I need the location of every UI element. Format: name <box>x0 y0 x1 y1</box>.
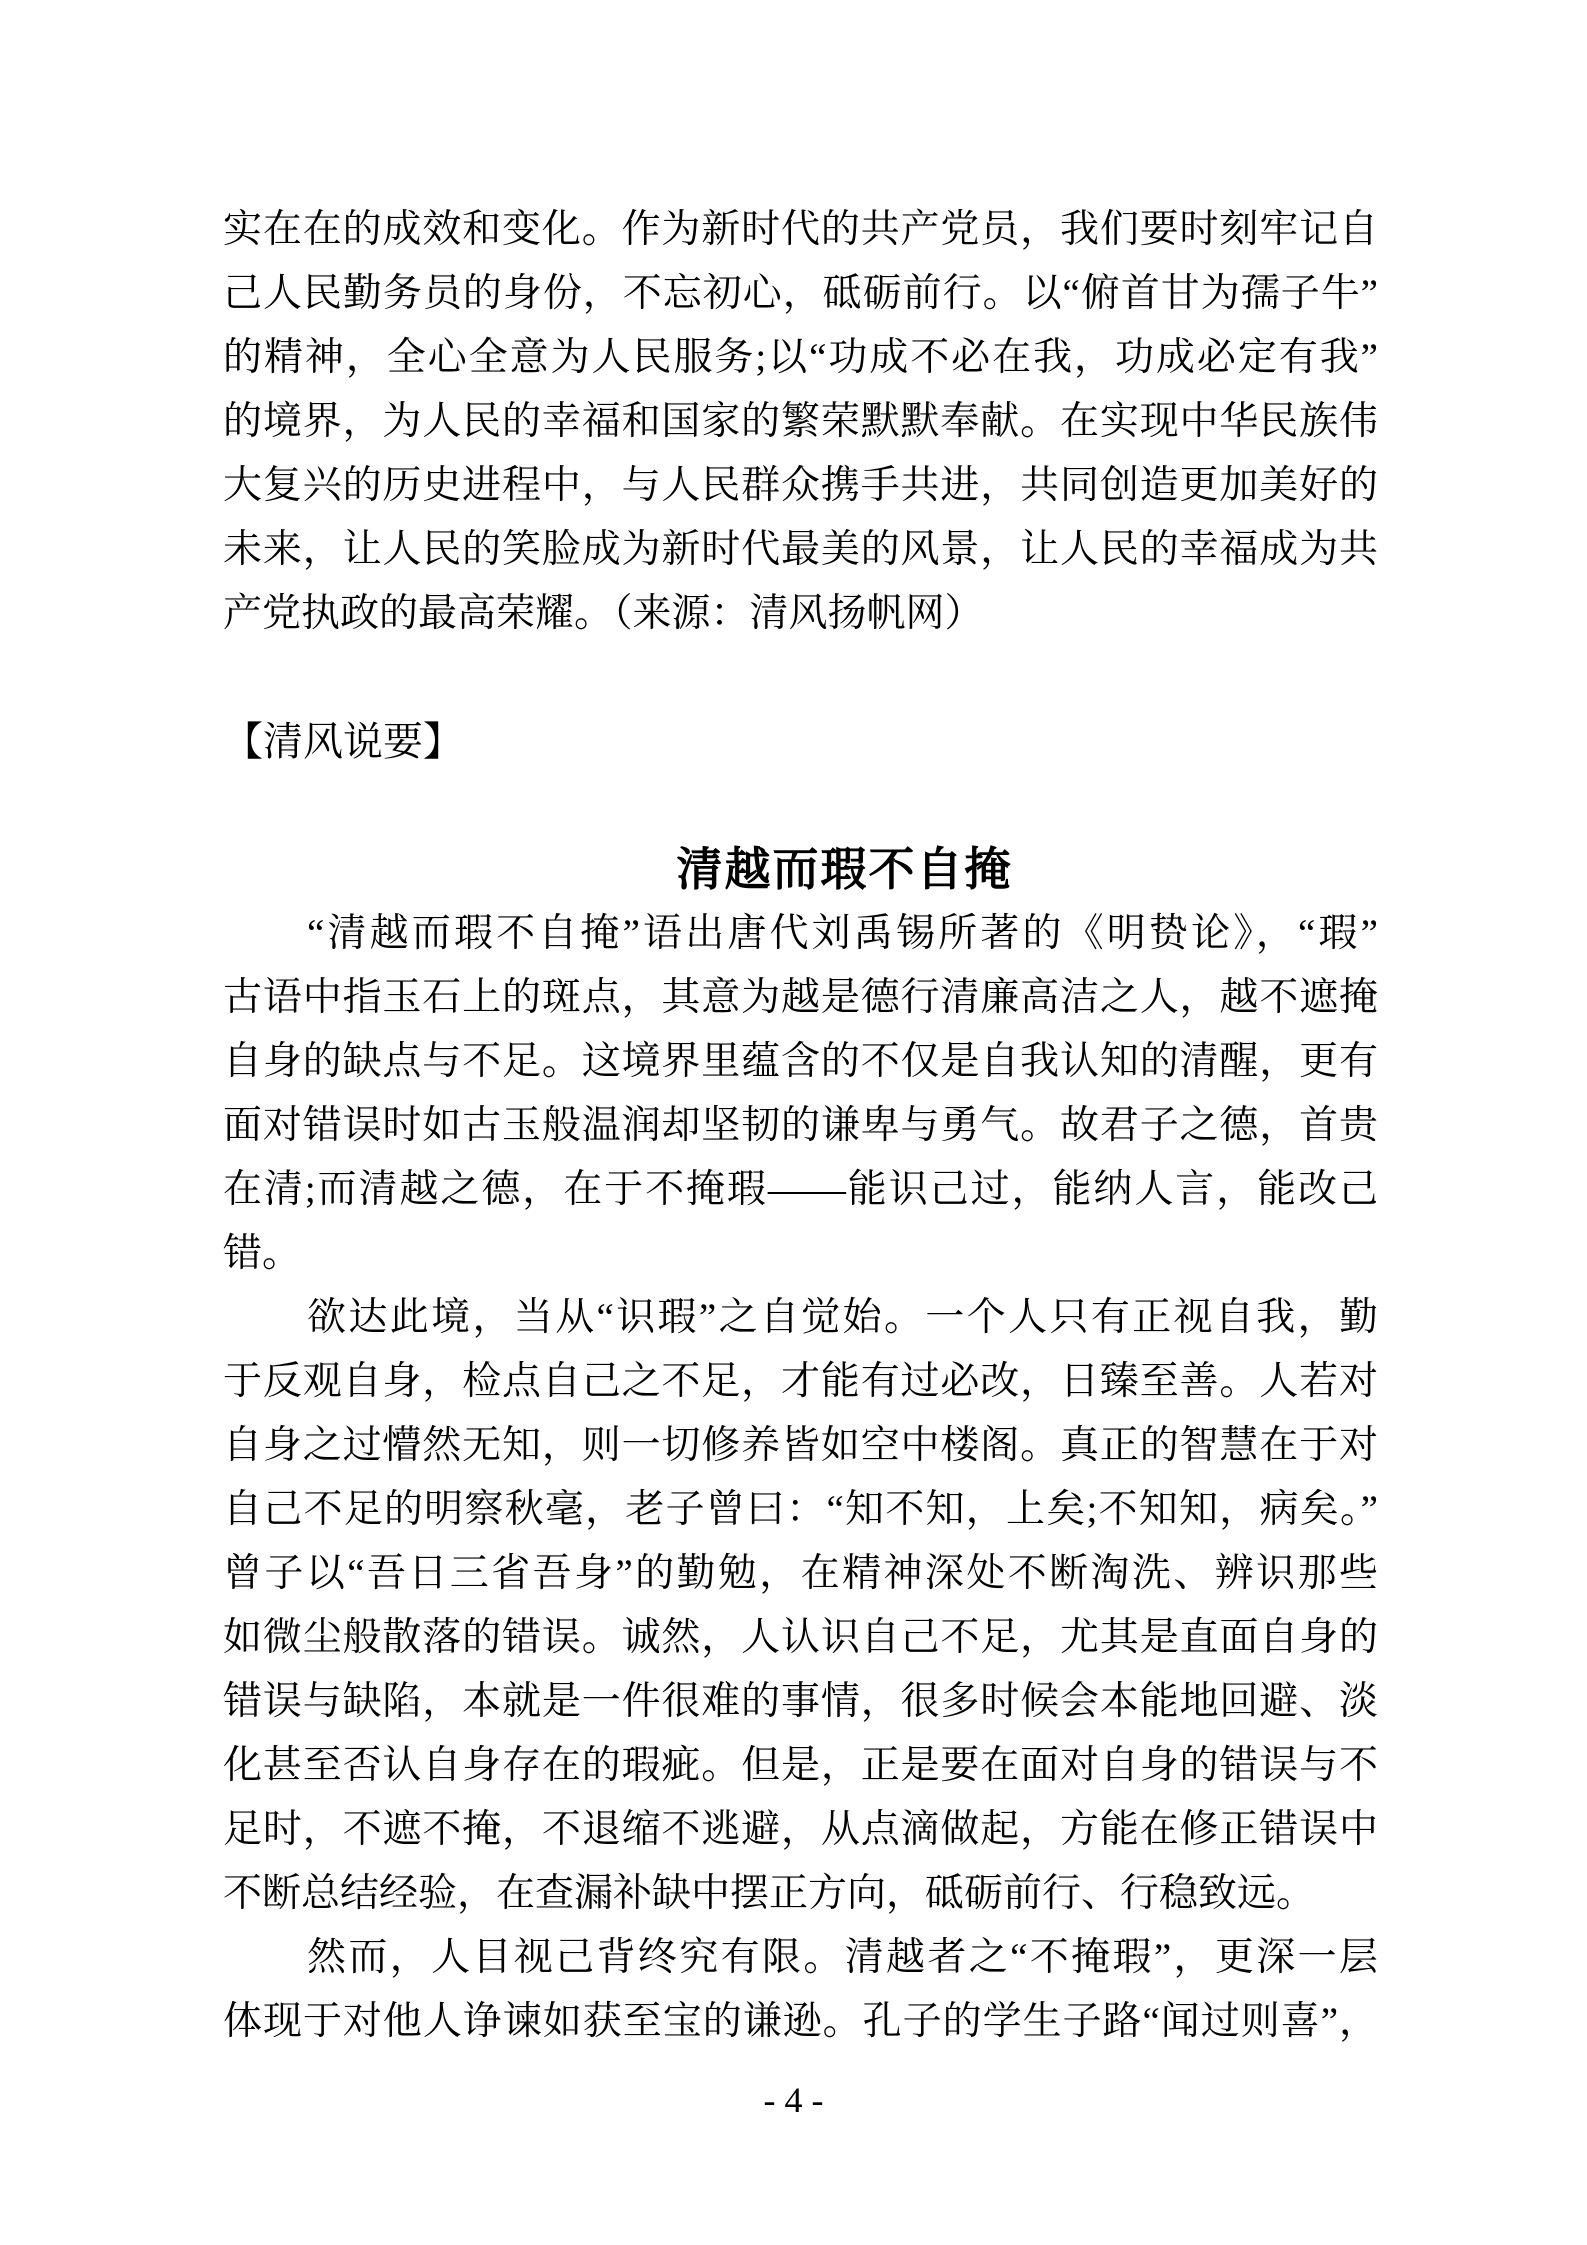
text-line: 实在在的成效和变化。作为新时代的共产党员，我们要时刻牢记自 <box>223 208 1378 251</box>
text-line: 古语中指玉石上的斑点，其意为越是德行清廉高洁之人，越不遮掩 <box>223 976 1378 1019</box>
text-line: 自己不足的明察秋毫，老子曾曰：“知不知，上矣;不知知，病矣。” <box>223 1488 1378 1531</box>
text-line: 化甚至否认自身存在的瑕疵。但是，正是要在面对自身的错误与不 <box>223 1744 1378 1787</box>
paragraph-continuation <box>223 198 1378 646</box>
paragraph-1 <box>223 902 1378 1286</box>
article-title: 清越而瑕不自掩 <box>676 844 1013 895</box>
text-line: 自身之过懵然无知，则一切修养皆如空中楼阁。真正的智慧在于对 <box>223 1424 1378 1467</box>
section-header: 【清风说要】 <box>223 719 463 764</box>
text-line: 面对错误时如古玉般温润却坚韧的谦卑与勇气。故君子之德，首贵 <box>223 1104 1378 1147</box>
paragraph-3 <box>223 1926 1378 2054</box>
text-line: 足时，不遮不掩，不退缩不逃避，从点滴做起，方能在修正错误中 <box>223 1808 1378 1851</box>
text-line: 体现于对他人诤谏如获至宝的谦逊。孔子的学生子路“闻过则喜”， <box>223 2000 1378 2043</box>
text-line: 然而，人目视己背终究有限。清越者之“不掩瑕”，更深一层 <box>307 1936 1378 1979</box>
text-line: 欲达此境，当从“识瑕”之自觉始。一个人只有正视自我，勤 <box>307 1296 1378 1339</box>
text-line: 未来，让人民的笑脸成为新时代最美的风景，让人民的幸福成为共 <box>223 528 1378 571</box>
text-line: 产党执政的最高荣耀。（来源：清风扬帆网） <box>223 592 984 635</box>
paragraph-2 <box>223 1286 1378 1926</box>
text-line: 在清;而清越之德，在于不掩瑕——能识己过，能纳人言，能改己 <box>223 1168 1378 1211</box>
blank-line <box>223 774 1378 838</box>
text-line: 自身的缺点与不足。这境界里蕴含的不仅是自我认知的清醒，更有 <box>223 1040 1378 1083</box>
text-line: 如微尘般散落的错误。诚然，人认识自己不足，尤其是直面自身的 <box>223 1616 1378 1659</box>
text-line: 错。 <box>223 1232 302 1275</box>
text-line: “清越而瑕不自掩”语出唐代刘禹锡所著的《明贽论》，“瑕” <box>307 912 1378 955</box>
text-line: 大复兴的历史进程中，与人民群众携手共进，共同创造更加美好的 <box>223 464 1378 507</box>
text-line: 不断总结经验，在查漏补缺中摆正方向，砥砺前行、行稳致远。 <box>223 1872 1316 1915</box>
blank-line <box>223 646 1378 710</box>
page-number: - 4 - <box>763 2080 824 2120</box>
text-line: 的精神，全心全意为人民服务;以“功成不必在我，功成必定有我” <box>223 336 1378 379</box>
page-body <box>223 198 1378 2054</box>
text-line: 错误与缺陷，本就是一件很难的事情，很多时候会本能地回避、淡 <box>223 1680 1378 1723</box>
text-line: 的境界，为人民的幸福和国家的繁荣默默奉献。在实现中华民族伟 <box>223 400 1378 443</box>
text-line: 己人民勤务员的身份，不忘初心，砥砺前行。以“俯首甘为孺子牛” <box>223 272 1378 315</box>
text-line: 曾子以“吾日三省吾身”的勤勉，在精神深处不断淘洗、辨识那些 <box>223 1552 1378 1595</box>
text-line: 于反观自身，检点自己之不足，才能有过必改，日臻至善。人若对 <box>223 1360 1378 1403</box>
